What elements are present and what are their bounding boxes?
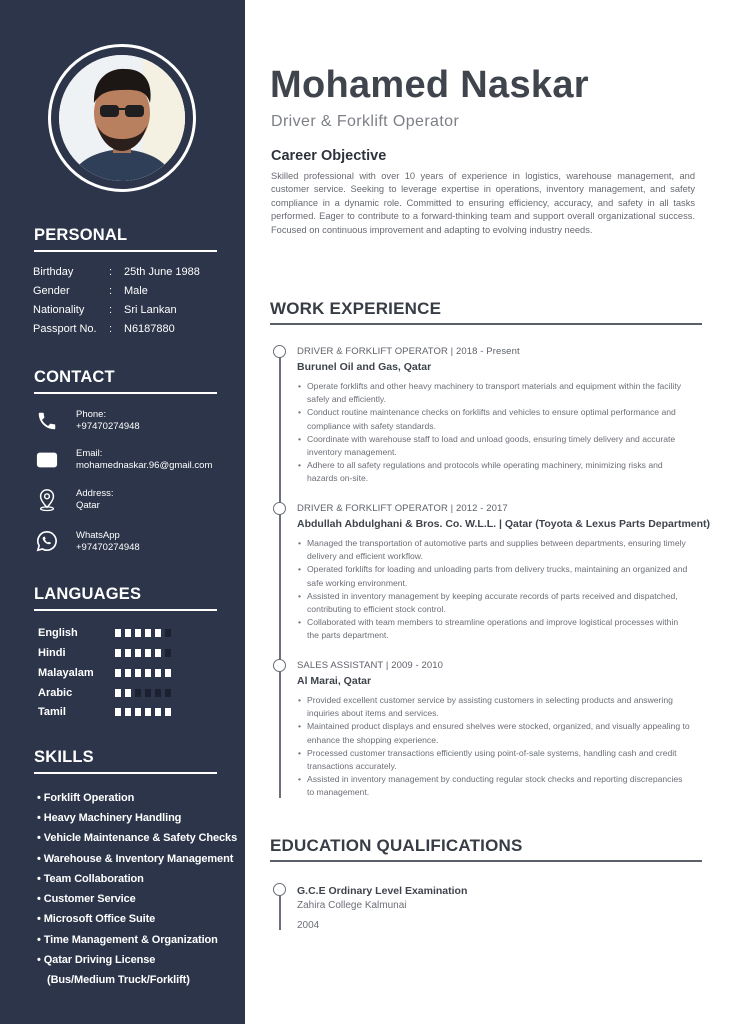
work-timeline — [279, 346, 281, 798]
languages-heading: LANGUAGES — [34, 585, 142, 603]
language-name: Arabic — [38, 687, 73, 699]
level-dot-filled — [135, 669, 141, 677]
contact-whatsapp — [76, 530, 140, 554]
level-dot-filled — [145, 669, 151, 677]
level-dot-filled — [115, 649, 121, 657]
languages-divider — [34, 609, 217, 611]
language-level — [115, 649, 171, 657]
skills-divider — [34, 772, 217, 774]
job-title: DRIVER & FORKLIFT OPERATOR | 2012 - 2017 — [297, 503, 508, 514]
contact-address — [76, 488, 114, 512]
contact-heading: CONTACT — [34, 368, 115, 386]
work-experience-divider — [270, 323, 702, 325]
job-bullets — [298, 380, 690, 486]
contact-email — [76, 448, 212, 472]
job-company: Abdullah Abdulghani & Bros. Co. W.L.L. | Qatar (Toyota & Lexus Parts Department) — [297, 518, 711, 530]
education-school: Zahira College Kalmunai — [297, 900, 407, 911]
email-icon — [36, 449, 58, 471]
level-dot-filled — [125, 629, 131, 637]
level-dot-filled — [115, 629, 121, 637]
timeline-marker — [273, 883, 286, 896]
level-dot-empty — [165, 649, 171, 657]
skill-item: • Team Collaboration — [37, 873, 144, 885]
contact-label: Email: — [76, 448, 103, 459]
personal-colon: : — [109, 266, 113, 278]
contact-value[interactable]: mohamednaskar.96@gmail.com — [76, 460, 213, 471]
education-heading: EDUCATION QUALIFICATIONS — [270, 836, 523, 855]
sidebar — [0, 0, 245, 1024]
level-dot-filled — [115, 689, 121, 697]
personal-value: Sri Lankan — [124, 304, 177, 316]
level-dot-empty — [135, 689, 141, 697]
language-name: Tamil — [38, 706, 66, 718]
job-bullet: • Conduct routine maintenance checks on forklifts and vehicles to ensure optimal performance and compliance with safety standards. — [298, 406, 690, 432]
skills-heading: SKILLS — [34, 748, 94, 766]
personal-row-nationality — [33, 304, 177, 316]
language-name: Hindi — [38, 647, 66, 659]
contact-divider — [34, 392, 217, 394]
personal-key: Passport No. — [33, 323, 97, 335]
level-dot-empty — [165, 689, 171, 697]
job-bullet: • Collaborated with team members to streamline operations and improve logistical processes within the parts department. — [298, 616, 690, 642]
career-objective-text: Skilled professional with over 10 years of experience in logistics, warehouse management, and customer service. Seeking to leverage expertise in operations, inventory management, and safety compliance in a dynamic role. Committed to ensuring efficiency, accuracy, and safety in all tasks performed. Eager to contribute to a forward-thinking team and support overall organizational success. Focused on continuous improvement and adapting to evolving industry needs. — [271, 171, 695, 235]
candidate-name: Mohamed Naskar — [270, 64, 589, 106]
education-divider — [270, 860, 702, 862]
level-dot-filled — [145, 649, 151, 657]
timeline-marker — [273, 659, 286, 672]
level-dot-filled — [125, 708, 131, 716]
job-bullets — [298, 694, 690, 800]
skill-item: • Customer Service — [37, 893, 136, 905]
job-bullet: • Adhere to all safety regulations and protocols while operating machinery, minimizing risks and hazards on-site. — [298, 459, 690, 485]
job-bullet: • Processed customer transactions efficiently using point-of-sale systems, handling cash and credit transactions accurately. — [298, 747, 690, 773]
skill-item: • Forklift Operation — [37, 792, 135, 804]
education-title: G.C.E Ordinary Level Examination — [297, 885, 468, 897]
personal-row-birthday — [33, 266, 200, 278]
whatsapp-icon — [36, 530, 58, 552]
job-bullet: • Operate forklifts and other heavy machinery to transport materials and equipment within the facility safely and efficiently. — [298, 380, 690, 406]
job-bullet: • Managed the transportation of automotive parts and supplies between departments, ensuring timely delivery and efficient workflow. — [298, 537, 690, 563]
language-level — [115, 629, 171, 637]
education-year: 2004 — [297, 920, 320, 931]
personal-key: Nationality — [33, 304, 85, 316]
personal-divider — [34, 250, 217, 252]
skill-item: • Time Management & Organization — [37, 934, 218, 946]
personal-colon: : — [109, 285, 113, 297]
level-dot-filled — [115, 708, 121, 716]
job-bullet: • Operated forklifts for loading and unloading parts from delivery trucks, maintaining an organized and safe working environment. — [298, 563, 690, 589]
level-dot-empty — [145, 689, 151, 697]
language-name: Malayalam — [38, 667, 94, 679]
level-dot-filled — [165, 669, 171, 677]
job-title: DRIVER & FORKLIFT OPERATOR | 2018 - Present — [297, 346, 520, 357]
level-dot-filled — [165, 708, 171, 716]
job-company: Burunel Oil and Gas, Qatar — [297, 361, 432, 373]
level-dot-empty — [165, 629, 171, 637]
personal-colon: : — [109, 304, 113, 316]
contact-phone — [76, 409, 140, 433]
language-level — [115, 689, 171, 697]
contact-label: Address: — [76, 488, 114, 499]
personal-heading: PERSONAL — [34, 226, 128, 244]
job-bullet: • Assisted in inventory management by conducting regular stock checks and reporting discrepancies to management. — [298, 773, 690, 799]
profile-photo — [59, 55, 185, 181]
level-dot-filled — [155, 649, 161, 657]
contact-value: Qatar — [76, 500, 100, 511]
personal-key: Birthday — [33, 266, 74, 278]
contact-label: Phone: — [76, 409, 107, 420]
personal-value: N6187880 — [124, 323, 175, 335]
personal-key: Gender — [33, 285, 70, 297]
job-company: Al Marai, Qatar — [297, 675, 372, 687]
level-dot-filled — [145, 708, 151, 716]
work-experience-heading: WORK EXPERIENCE — [270, 299, 442, 318]
profile-photo-frame — [48, 44, 196, 192]
level-dot-filled — [155, 629, 161, 637]
job-bullets — [298, 537, 690, 643]
candidate-role: Driver & Forklift Operator — [271, 113, 460, 130]
personal-colon: : — [109, 323, 113, 335]
level-dot-filled — [155, 669, 161, 677]
language-level — [115, 669, 171, 677]
level-dot-filled — [125, 689, 131, 697]
contact-value[interactable]: +97470274948 — [76, 421, 140, 432]
personal-value: 25th June 1988 — [124, 266, 200, 278]
location-icon — [36, 488, 58, 510]
personal-value: Male — [124, 285, 148, 297]
contact-label: WhatsApp — [76, 530, 120, 541]
timeline-marker — [273, 345, 286, 358]
skill-item: • Microsoft Office Suite — [37, 913, 156, 925]
personal-row-gender — [33, 285, 148, 297]
level-dot-filled — [125, 669, 131, 677]
timeline-marker — [273, 502, 286, 515]
language-level — [115, 708, 171, 716]
skill-item: • Warehouse & Inventory Management — [37, 853, 234, 865]
contact-value[interactable]: +97470274948 — [76, 542, 140, 553]
job-bullet: • Assisted in inventory management by keeping accurate records of parts received and dispatched, contributing to efficient stock control. — [298, 590, 690, 616]
skill-item: • Vehicle Maintenance & Safety Checks — [37, 832, 238, 844]
career-objective-heading: Career Objective — [271, 148, 387, 164]
level-dot-filled — [155, 708, 161, 716]
level-dot-filled — [135, 708, 141, 716]
level-dot-filled — [135, 649, 141, 657]
phone-icon — [36, 410, 58, 432]
job-title: SALES ASSISTANT | 2009 - 2010 — [297, 660, 444, 671]
job-bullet: • Coordinate with warehouse staff to load and unload goods, ensuring timely delivery and accurate inventory management. — [298, 433, 690, 459]
language-name: English — [38, 627, 78, 639]
level-dot-empty — [155, 689, 161, 697]
skill-item: • Qatar Driving License — [37, 954, 156, 966]
level-dot-filled — [125, 649, 131, 657]
personal-row-passport — [33, 323, 175, 335]
level-dot-filled — [135, 629, 141, 637]
job-bullet: • Maintained product displays and ensured shelves were stocked, organized, and visually appealing to enhance the shopping experience. — [298, 720, 690, 746]
level-dot-filled — [145, 629, 151, 637]
skill-item-continuation: (Bus/Medium Truck/Forklift) — [47, 974, 190, 986]
level-dot-filled — [115, 669, 121, 677]
skill-item: • Heavy Machinery Handling — [37, 812, 182, 824]
job-bullet: • Provided excellent customer service by assisting customers in selecting products and answering inquiries about items and services. — [298, 694, 690, 720]
